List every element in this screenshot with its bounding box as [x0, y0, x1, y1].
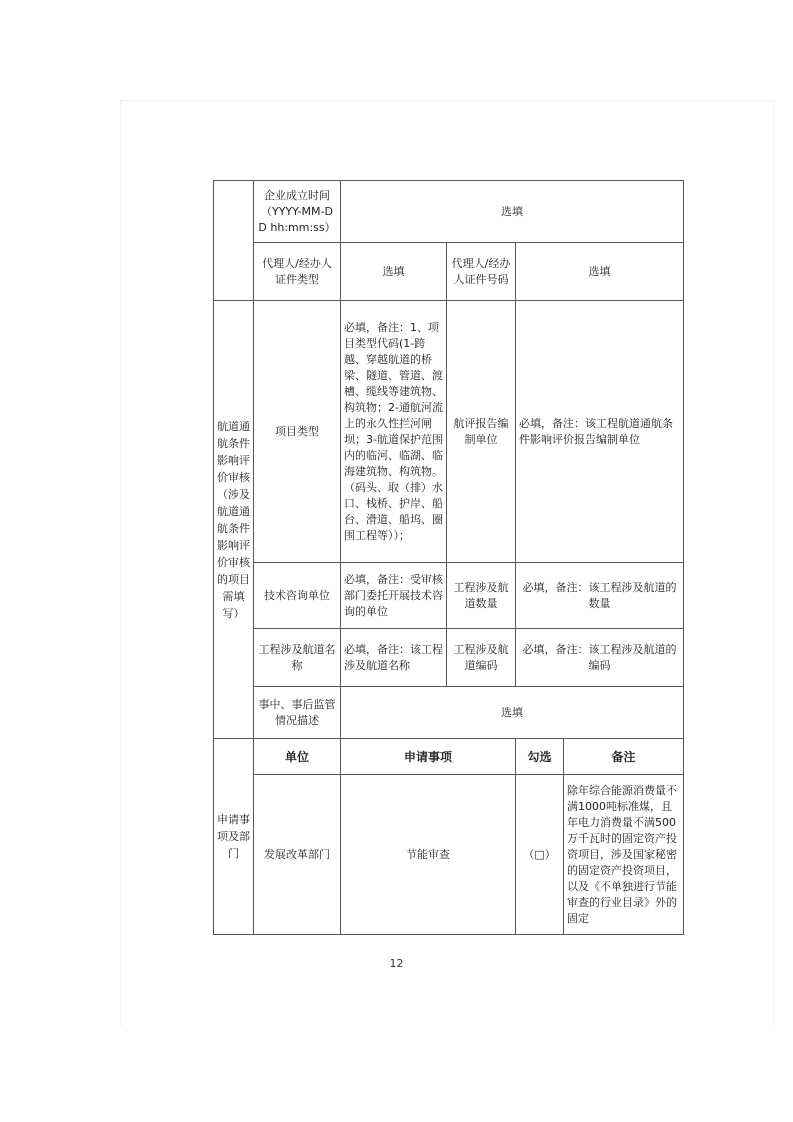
application-header-row	[214, 739, 684, 775]
application-row	[214, 775, 684, 935]
waterway-name-row	[214, 629, 684, 687]
established-time-label: 企业成立时间（YYYY-MM-DD hh:mm:ss）	[254, 181, 341, 243]
blank-section-cell	[214, 181, 254, 301]
unit-header: 单位	[254, 739, 341, 775]
waterway-count-label: 工程涉及航道数量	[447, 563, 516, 629]
application-checkbox[interactable]: （□）	[516, 775, 564, 935]
form-table	[213, 180, 684, 935]
application-unit: 发展改革部门	[254, 775, 341, 935]
supervision-label: 事中、事后监管情况描述	[254, 687, 341, 739]
established-time-row	[214, 181, 684, 243]
supervision-value: 选填	[341, 687, 684, 739]
application-item: 节能审查	[341, 775, 516, 935]
agent-id-type-label: 代理人/经办人证件类型	[254, 243, 341, 301]
agent-id-type-value: 选填	[341, 243, 447, 301]
waterway-code-label: 工程涉及航道编码	[447, 629, 516, 687]
waterway-name-label: 工程涉及航道名称	[254, 629, 341, 687]
report-unit-label: 航评报告编制单位	[447, 301, 516, 563]
check-header: 勾选	[516, 739, 564, 775]
report-unit-value: 必填，备注：该工程航道通航条件影响评价报告编制单位	[516, 301, 684, 563]
consult-unit-value: 必填，备注：受审核部门委托开展技术咨询的单位	[341, 563, 447, 629]
remark-header: 备注	[564, 739, 684, 775]
application-remark: 除年综合能源消费量不满1000吨标准煤，且年电力消费量不满500万千瓦时的固定资产投资项目，涉及国家秘密的固定资产投资项目，以及《不单独进行节能审查的行业目录》外的固定	[564, 775, 684, 935]
project-type-label: 项目类型	[254, 301, 341, 563]
consult-unit-label: 技术咨询单位	[254, 563, 341, 629]
project-type-value: 必填，备注：1、项目类型代码(1-跨越、穿越航道的桥梁、隧道、管道、渡槽、缆线等建筑物、构筑物；2-通航河流上的永久性拦河闸坝；3-航道保护范围内的临河、临湖、临海建筑物、构筑物。（码头、取（排）水口、栈桥、护岸、船台、滑道、船坞、圈围工程等））；	[341, 301, 447, 563]
project-type-row	[214, 301, 684, 563]
agent-id-no-label: 代理人/经办人证件号码	[447, 243, 516, 301]
established-time-value: 选填	[341, 181, 684, 243]
page-number: 12	[389, 957, 404, 970]
consult-unit-row	[214, 563, 684, 629]
waterway-name-value: 必填，备注：该工程涉及航道名称	[341, 629, 447, 687]
supervision-row	[214, 687, 684, 739]
waterway-count-value: 必填，备注：该工程涉及航道的数量	[516, 563, 684, 629]
agent-id-no-value: 选填	[516, 243, 684, 301]
application-section-title: 申请事项及部门	[214, 739, 254, 935]
waterway-code-value: 必填，备注：该工程涉及航道的编码	[516, 629, 684, 687]
navigation-section-title: 航道通航条件影响评价审核（涉及航道通航条件影响评价审核的项目需填写）	[214, 301, 254, 739]
item-header: 申请事项	[341, 739, 516, 775]
agent-id-row	[214, 243, 684, 301]
